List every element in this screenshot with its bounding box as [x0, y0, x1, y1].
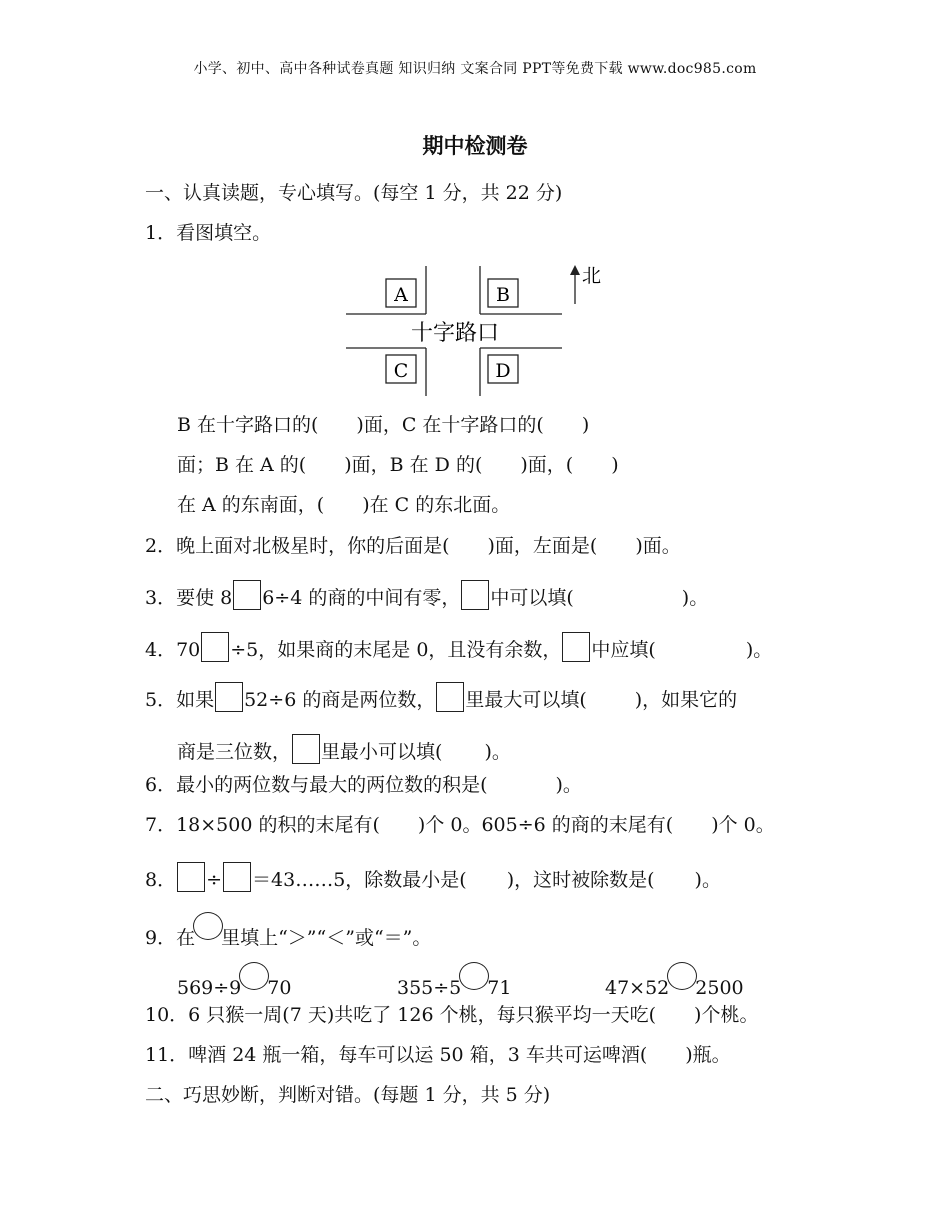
question-11: 11．啤酒 24 瓶一箱，每车可以运 50 箱，3 车共可运啤酒( )瓶。 — [145, 1044, 731, 1066]
blank-circle[interactable] — [193, 912, 223, 940]
question-2: 2．晚上面对北极星时，你的后面是( )面，左面是( )面。 — [145, 535, 681, 557]
blank-box[interactable] — [201, 632, 229, 662]
question-10: 10．6 只猴一周(7 天)共吃了 126 个桃，每只猴平均一天吃( )个桃。 — [145, 1004, 759, 1026]
q1-line-2: 面；B 在 A 的( )面，B 在 D 的( )面，( ) — [177, 454, 619, 476]
block-a-label: A — [394, 284, 408, 306]
blank-box[interactable] — [562, 632, 590, 662]
blank-box[interactable] — [215, 682, 243, 712]
section-2-heading: 二、巧思妙断，判断对错。(每题 1 分，共 5 分) — [145, 1084, 551, 1106]
q1-line-3: 在 A 的东南面，( )在 C 的东北面。 — [177, 494, 511, 516]
blank-box[interactable] — [233, 580, 261, 610]
section-1-heading: 一、认真读题，专心填写。(每空 1 分，共 22 分) — [145, 182, 563, 204]
question-9-expr-1: 569÷9 70 — [177, 962, 291, 1001]
question-5-line-2: 商是三位数， 里最小可以填( )。 — [177, 734, 511, 765]
blank-circle[interactable] — [459, 962, 489, 990]
page-title: 期中检测卷 — [422, 134, 528, 158]
blank-box[interactable] — [223, 862, 251, 892]
question-1-label: 1．看图填空。 — [145, 222, 272, 244]
question-5-line-1: 5．如果 52÷6 的商是两位数， 里最大可以填( )，如果它的 — [145, 682, 737, 713]
q1-line-1: B 在十字路口的( )面，C 在十字路口的( ) — [177, 414, 590, 436]
block-b-label: B — [496, 284, 510, 306]
question-6: 6．最小的两位数与最大的两位数的积是( )。 — [145, 774, 582, 796]
crossroad-diagram — [340, 262, 620, 402]
blank-box[interactable] — [436, 682, 464, 712]
crossroad-label: 十字路口 — [410, 321, 500, 346]
question-3: 3．要使 8 6÷4 的商的中间有零， 中可以填( )。 — [145, 580, 708, 611]
blank-circle[interactable] — [667, 962, 697, 990]
blank-box[interactable] — [461, 580, 489, 610]
blank-box[interactable] — [177, 862, 205, 892]
blank-circle[interactable] — [239, 962, 269, 990]
question-9-expr-2: 355÷5 71 — [397, 962, 511, 1001]
question-4: 4．70 ÷5，如果商的末尾是 0，且没有余数， 中应填( )。 — [145, 632, 772, 663]
north-label: 北 — [582, 265, 602, 287]
page-header: 小学、初中、高中各种试卷真题 知识归纳 文案合同 PPT等免费下载 www.doc985.com — [193, 61, 757, 77]
north-arrow-icon — [570, 265, 580, 275]
question-9: 9．在 里填上“＞”“＜”或“＝”。 — [145, 912, 431, 951]
block-d-label: D — [495, 360, 511, 382]
question-9-expr-3: 47×52 2500 — [605, 962, 744, 1001]
question-7: 7．18×500 的积的末尾有( )个 0。605÷6 的商的末尾有( )个 0。 — [145, 814, 775, 836]
block-c-label: C — [393, 360, 409, 382]
blank-box[interactable] — [292, 734, 320, 764]
question-8: 8． ÷ ＝43……5，除数最小是( )，这时被除数是( )。 — [145, 862, 721, 893]
